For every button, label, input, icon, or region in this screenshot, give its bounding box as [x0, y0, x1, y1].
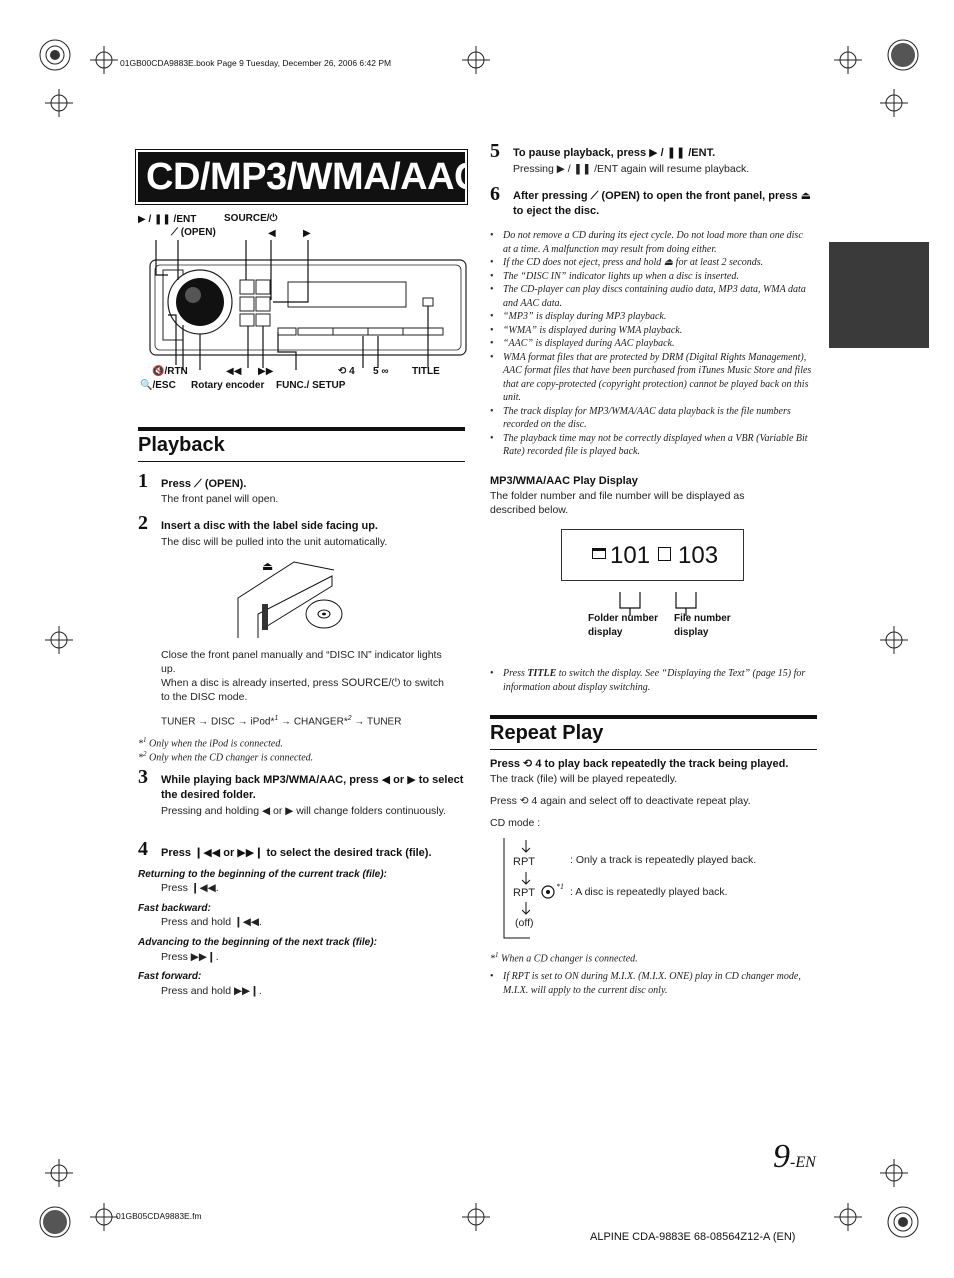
open-icon: ⟋ — [171, 227, 178, 238]
open-icon: ⟋ — [590, 190, 599, 202]
label-num4-text: 4 — [349, 366, 355, 377]
chain-sup2: 2 — [347, 715, 352, 722]
label-rotary: Rotary encoder — [191, 380, 265, 391]
note-item — [490, 667, 810, 694]
label-next: ▶▶ — [258, 366, 274, 377]
disc-insert-illustration — [236, 556, 348, 644]
search-icon: 🔍 — [140, 380, 153, 391]
label-num5-text: 5 — [373, 366, 379, 377]
rpt-1-desc: : Only a track is repeatedly played back. — [570, 854, 757, 866]
mute-icon: 🔇 — [152, 366, 165, 377]
page-number — [773, 1138, 816, 1176]
note-item: • If RPT is set to ON during M.I.X. (M.I.X. ONE) play in CD changer mode, M.I.X. will apply to the current disc only. — [490, 970, 812, 997]
repeat-cycle-diagram — [500, 836, 580, 942]
repeat-icon: ⟲ — [523, 758, 533, 770]
step-1-title — [161, 477, 246, 492]
repeat-icon: ⟲ — [338, 366, 347, 377]
note-item: • WMA format files that are protected by DRM (Digital Rights Management), AAC format files that have been purchased from iTunes Music Store and files that are copy-protected (copyright protection) cannot be played back on this unit. — [490, 351, 812, 405]
chain-a: TUNER → DISC → iPod* — [161, 716, 275, 728]
step-6-title-b: (OPEN) to open the front panel, press ⏏ to eject the disc. — [513, 190, 812, 217]
page-number-suffix: -EN — [790, 1154, 816, 1171]
note-item: • “MP3” is display during MP3 playback. — [490, 310, 812, 324]
repeat-footnote — [490, 949, 638, 966]
sub-fastfwd-body: Press and hold ▶▶❙. — [161, 985, 262, 997]
repeat-notes — [490, 970, 812, 997]
para-switch-c: to switch to the DISC mode. — [161, 677, 444, 703]
repeat-desc: The track (file) will be played repeatedly. — [490, 773, 678, 785]
label-num4 — [338, 366, 355, 377]
rpt-off: (off) — [515, 917, 534, 929]
note-item: • If the CD does not eject, press and hold ⏏ for at least 2 seconds. — [490, 256, 812, 270]
sub-fastback-head: Fast backward: — [138, 903, 211, 914]
step-6-title-a: After pressing — [513, 190, 588, 202]
label-prev: ◀◀ — [226, 366, 242, 377]
label-open-text: (OPEN) — [180, 227, 216, 238]
play-display-heading: MP3/WMA/AAC Play Display — [490, 475, 638, 487]
file-info-line: 01GB00CDA9883E.book Page 9 Tuesday, December 26, 2006 6:42 PM — [120, 58, 392, 68]
rpt-2: RPT — [513, 887, 535, 899]
chapter-tab — [829, 242, 929, 348]
step-1-title-a: Press — [161, 478, 191, 490]
note-item: • The CD-player can play discs containing audio data, MP3 data, WMA data and AAC data. — [490, 283, 812, 310]
page-number-value: 9 — [773, 1138, 790, 1175]
fn2-mark: * — [138, 752, 143, 764]
cd-mode-label: CD mode : — [490, 817, 541, 829]
step-5-number: 5 — [490, 140, 500, 162]
folder-number: 101 — [610, 542, 651, 569]
display-example-box — [561, 529, 744, 581]
sub-advance-head: Advancing to the beginning of the next track (file): — [138, 937, 377, 948]
open-icon: ⟋ — [194, 478, 202, 490]
chain-b: → CHANGER* — [278, 716, 348, 728]
step-6-title — [513, 189, 813, 219]
para-switch-disc — [161, 676, 451, 704]
repeat-step — [490, 757, 788, 772]
repeat-icon: ⟲ — [519, 795, 529, 807]
repeat-fn-text: When a CD changer is connected. — [498, 953, 638, 965]
label-num5 — [373, 366, 388, 377]
label-func: FUNC./ SETUP — [276, 380, 346, 391]
sub-return-head: Returning to the beginning of the current track (file): — [138, 869, 387, 880]
step-2-desc: The disc will be pulled into the unit automatically. — [161, 536, 388, 548]
repeat-step-b: 4 to play back repeatedly the track being played. — [535, 758, 789, 770]
note-item: • The track display for MP3/WMA/AAC data playback is the file numbers recorded on the disc. — [490, 405, 812, 432]
source-chain — [161, 712, 401, 729]
rpt-2-desc: : A disc is repeatedly played back. — [570, 886, 728, 898]
page-title-text: CD/MP3/WMA/AAC — [146, 156, 481, 198]
front-panel-diagram — [138, 210, 468, 400]
step-5-title: To pause playback, press ▶ / ❚❚ /ENT. — [513, 147, 716, 159]
file-number-label: File number display — [674, 613, 731, 638]
sub-fastfwd-head: Fast forward: — [138, 971, 202, 982]
repeat-deactivate — [490, 794, 751, 808]
sub-advance-body: Press ▶▶❙. — [161, 951, 219, 963]
step-1-desc: The front panel will open. — [161, 493, 279, 505]
rpt-1: RPT — [513, 856, 535, 868]
note-item: • Do not remove a CD during its eject cycle. Do not load more than one disc at a time. A malfunction may result from doing either. — [490, 229, 812, 256]
label-esc — [140, 380, 176, 391]
label-title: TITLE — [412, 366, 440, 377]
step-2-number: 2 — [138, 512, 148, 534]
para-switch-b: SOURCE/⏻ — [341, 677, 401, 689]
sub-fastback-body: Press and hold ❙◀◀. — [161, 916, 262, 928]
label-esc-text: /ESC — [152, 380, 176, 391]
file-number: 103 — [678, 542, 719, 569]
label-source: SOURCE/⏻ — [224, 213, 278, 224]
step-2-title: Insert a disc with the label side facing up. — [161, 520, 378, 532]
label-rtn — [152, 366, 188, 377]
playback-heading: Playback — [138, 427, 465, 462]
repeat-p2-a: Press — [490, 795, 517, 807]
playback-notes — [490, 229, 812, 459]
chain-c: → TUNER — [351, 716, 402, 728]
file-icon — [658, 547, 671, 561]
label-ent: ▶ / ❚❚ /ENT — [138, 214, 197, 225]
svg-text:⏏: ⏏ — [262, 559, 274, 573]
rpt-2-sup: *1 — [556, 882, 564, 891]
page-title — [138, 152, 481, 202]
para-switch-a: When a disc is already inserted, press — [161, 677, 339, 689]
repeat-p2-b: 4 again and select off to deactivate repeat play. — [531, 795, 751, 807]
step-6-number: 6 — [490, 183, 500, 205]
fn1-text: Only when the iPod is connected. — [146, 738, 283, 750]
label-rtn-text: /RTN — [164, 366, 188, 377]
repeat-fn-mark: * — [490, 953, 495, 965]
note-item: • The “DISC IN” indicator lights up when a disc is inserted. — [490, 270, 812, 284]
title-note-b: TITLE — [527, 668, 557, 679]
step-3-number: 3 — [138, 766, 148, 788]
note-item: • “WMA” is displayed during WMA playback. — [490, 324, 812, 338]
title-note-c: to switch the display. See “Displaying the Text” (page 15) for information about display switching. — [503, 668, 806, 693]
note-item: • “AAC” is displayed during AAC playback. — [490, 337, 812, 351]
footnote-2 — [138, 748, 313, 765]
label-right-arrow: ▶ — [303, 228, 311, 239]
step-1-title-b: (OPEN). — [204, 478, 247, 490]
chain-sup1: 1 — [274, 715, 279, 722]
fn2-text: Only when the CD changer is connected. — [146, 752, 314, 764]
title-note-a: Press — [503, 668, 528, 679]
sub-return-body: Press ❙◀◀. — [161, 882, 219, 894]
fn2-sup: 2 — [143, 750, 147, 758]
footer-file: 01GB05CDA9883E.fm — [116, 1211, 202, 1221]
repeat-heading: Repeat Play — [490, 715, 817, 750]
para-disc-in: Close the front panel manually and “DISC IN” indicator lights up. — [161, 649, 442, 675]
play-display-desc: The folder number and file number will be displayed as described below. — [490, 490, 745, 516]
shuffle-icon: ∞ — [381, 366, 389, 377]
title-note — [490, 667, 810, 694]
fn1-mark: * — [138, 738, 143, 750]
step-3-title: While playing back MP3/WMA/AAC, press ◀ or ▶ to select the desired folder. — [161, 774, 464, 801]
step-1-number: 1 — [138, 470, 148, 492]
step-3-desc: Pressing and holding ◀ or ▶ will change folders continuously. — [161, 805, 447, 817]
note-item: • The playback time may not be correctly displayed when a VBR (Variable Bit Rate) recorded file is played back. — [490, 432, 812, 459]
head-unit-illustration — [138, 240, 468, 370]
fn1-sup: 1 — [143, 736, 147, 744]
step-4-number: 4 — [138, 838, 148, 860]
step-4-title: Press ❙◀◀ or ▶▶❙ to select the desired track (file). — [161, 847, 432, 859]
step-5-desc: Pressing ▶ / ❚❚ /ENT again will resume playback. — [513, 163, 750, 175]
repeat-step-a: Press — [490, 758, 520, 770]
repeat-fn-sup: 1 — [495, 951, 499, 959]
folder-number-label: Folder number display — [588, 613, 659, 638]
label-open — [171, 227, 216, 238]
footer-model: ALPINE CDA-9883E 68-08564Z12-A (EN) — [590, 1231, 796, 1243]
folder-icon — [592, 548, 606, 559]
label-left-arrow: ◀ — [268, 228, 276, 239]
